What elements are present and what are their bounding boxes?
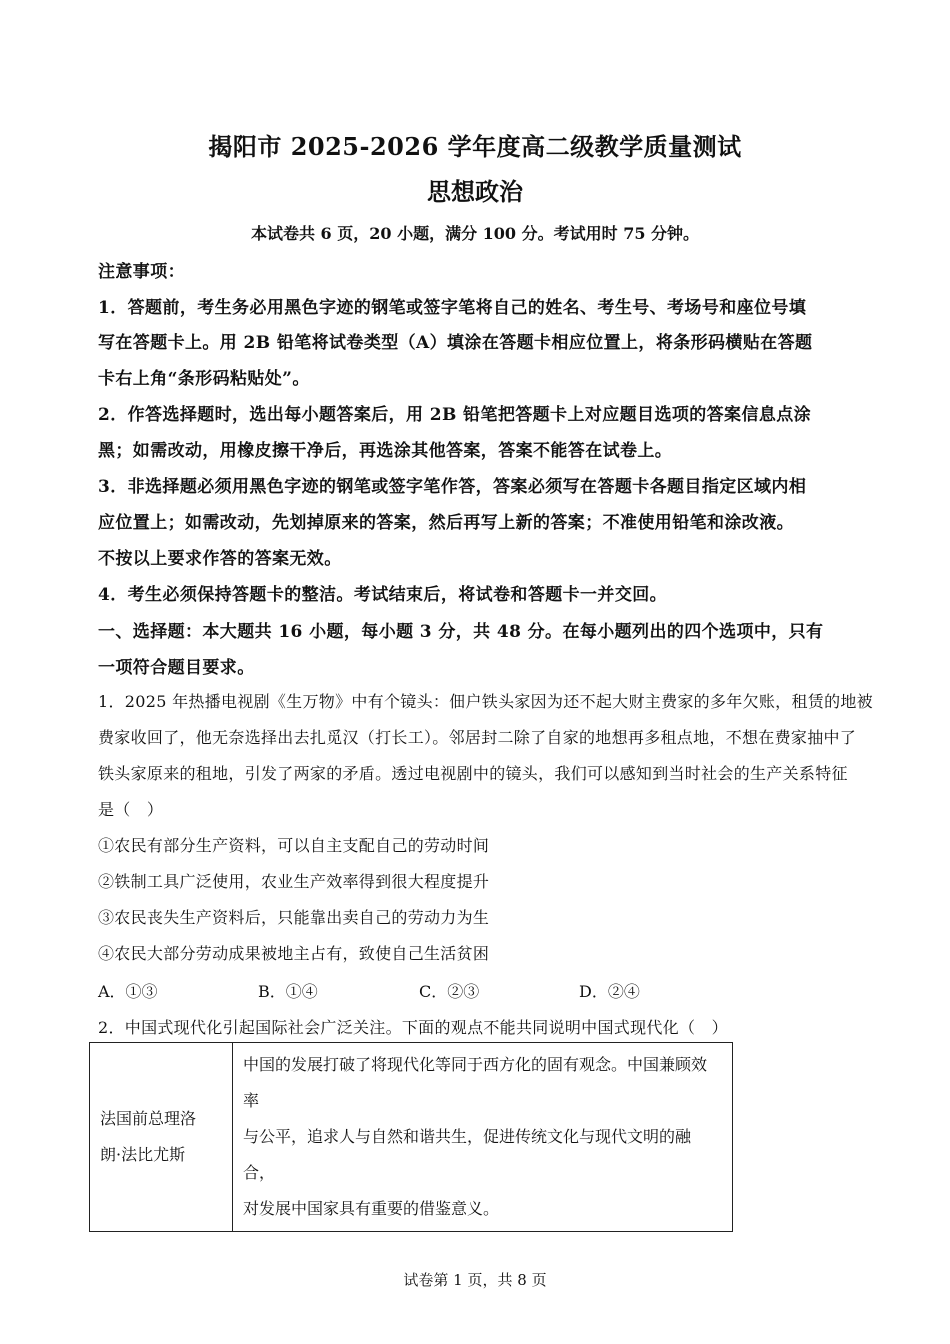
exam-intro: 本试卷共 6 页，20 小题，满分 100 分。考试用时 75 分钟。: [250, 224, 700, 243]
notice-line: 写在答题卡上。用 2B 铅笔将试卷类型（A）填涂在答题卡相应位置上，将条形码横贴在答题: [98, 333, 813, 353]
question-2-stem: 2．中国式现代化引起国际社会广泛关注。下面的观点不能共同说明中国式现代化（ ）: [98, 1018, 728, 1037]
question-1-statement: ③农民丧失生产资料后，只能靠出卖自己的劳动力为生: [98, 908, 490, 927]
page-footer: 试卷第 1 页，共 8 页: [403, 1271, 547, 1289]
notice-line: 黑；如需改动，用橡皮擦干净后，再选涂其他答案，答案不能答在试卷上。: [98, 441, 673, 461]
notice-line: 3．非选择题必须用黑色字迹的钢笔或签字笔作答，答案必须写在答题卡各题目指定区域内相: [98, 477, 807, 497]
speaker-cell: [90, 1043, 233, 1232]
speaker-line: 朗·法比尤斯: [100, 1145, 186, 1164]
question-1-stem: 1．2025 年热播电视剧《生万物》中有个镜头：佃户铁头家因为还不起大财主费家的多年欠账，租赁的地被: [98, 692, 873, 711]
question-1-stem: 费家收回了，他无奈选择出去扎觅汉（打长工）。邻居封二除了自家的地想再多租点地，不想在费家抽中了: [98, 728, 857, 747]
question-1-option-c: C．②③: [419, 982, 480, 1001]
section-heading: 一项符合题目要求。: [98, 658, 255, 678]
notice-heading: 注意事项：: [98, 262, 185, 282]
question-1-stem: 是（ ）: [98, 800, 164, 819]
question-1-statement: ④农民大部分劳动成果被地主占有，致使自己生活贫困: [98, 944, 490, 963]
question-1-option-b: B．①④: [258, 982, 318, 1001]
question-1-stem: 铁头家原来的租地，引发了两家的矛盾。透过电视剧中的镜头，我们可以感知到当时社会的生产关系特征: [98, 764, 848, 783]
notice-line: 1．答题前，考生务必用黑色字迹的钢笔或签字笔将自己的姓名、考生号、考场号和座位号填: [98, 298, 807, 318]
question-1-option-d: D．②④: [579, 982, 640, 1001]
section-heading: 一、选择题：本大题共 16 小题，每小题 3 分，共 48 分。在每小题列出的四个选项中，只有: [98, 622, 824, 642]
notice-line: 不按以上要求作答的答案无效。: [98, 549, 342, 569]
notice-line: 4．考生必须保持答题卡的整洁。考试结束后，将试卷和答题卡一并交回。: [98, 585, 668, 605]
notice-line: 应位置上；如需改动，先划掉原来的答案，然后再写上新的答案；不准使用铅笔和涂改液。: [98, 513, 794, 533]
quote-line: 中国的发展打破了将现代化等同于西方化的固有观念。中国兼顾效率: [243, 1055, 708, 1110]
quote-line: 与公平，追求人与自然和谐共生，促进传统文化与现代文明的融合，: [243, 1127, 692, 1182]
speaker-line: 法国前总理洛: [100, 1109, 197, 1128]
question-1-statement: ①农民有部分生产资料，可以自主支配自己的劳动时间: [98, 836, 490, 855]
quote-cell: [233, 1043, 733, 1232]
question-1-option-a: A．①③: [98, 982, 158, 1001]
notice-line: 2．作答选择题时，选出每小题答案后，用 2B 铅笔把答题卡上对应题目选项的答案信息点涂: [98, 405, 812, 425]
page-title: 揭阳市 2025-2026 学年度高二级教学质量测试: [208, 132, 742, 161]
subject-title: 思想政治: [427, 177, 523, 206]
question-2-table: [89, 1042, 733, 1232]
question-1-statement: ②铁制工具广泛使用，农业生产效率得到很大程度提升: [98, 872, 490, 891]
quote-line: 对发展中国家具有重要的借鉴意义。: [243, 1199, 500, 1218]
notice-line: 卡右上角“条形码粘贴处”。: [98, 369, 310, 389]
